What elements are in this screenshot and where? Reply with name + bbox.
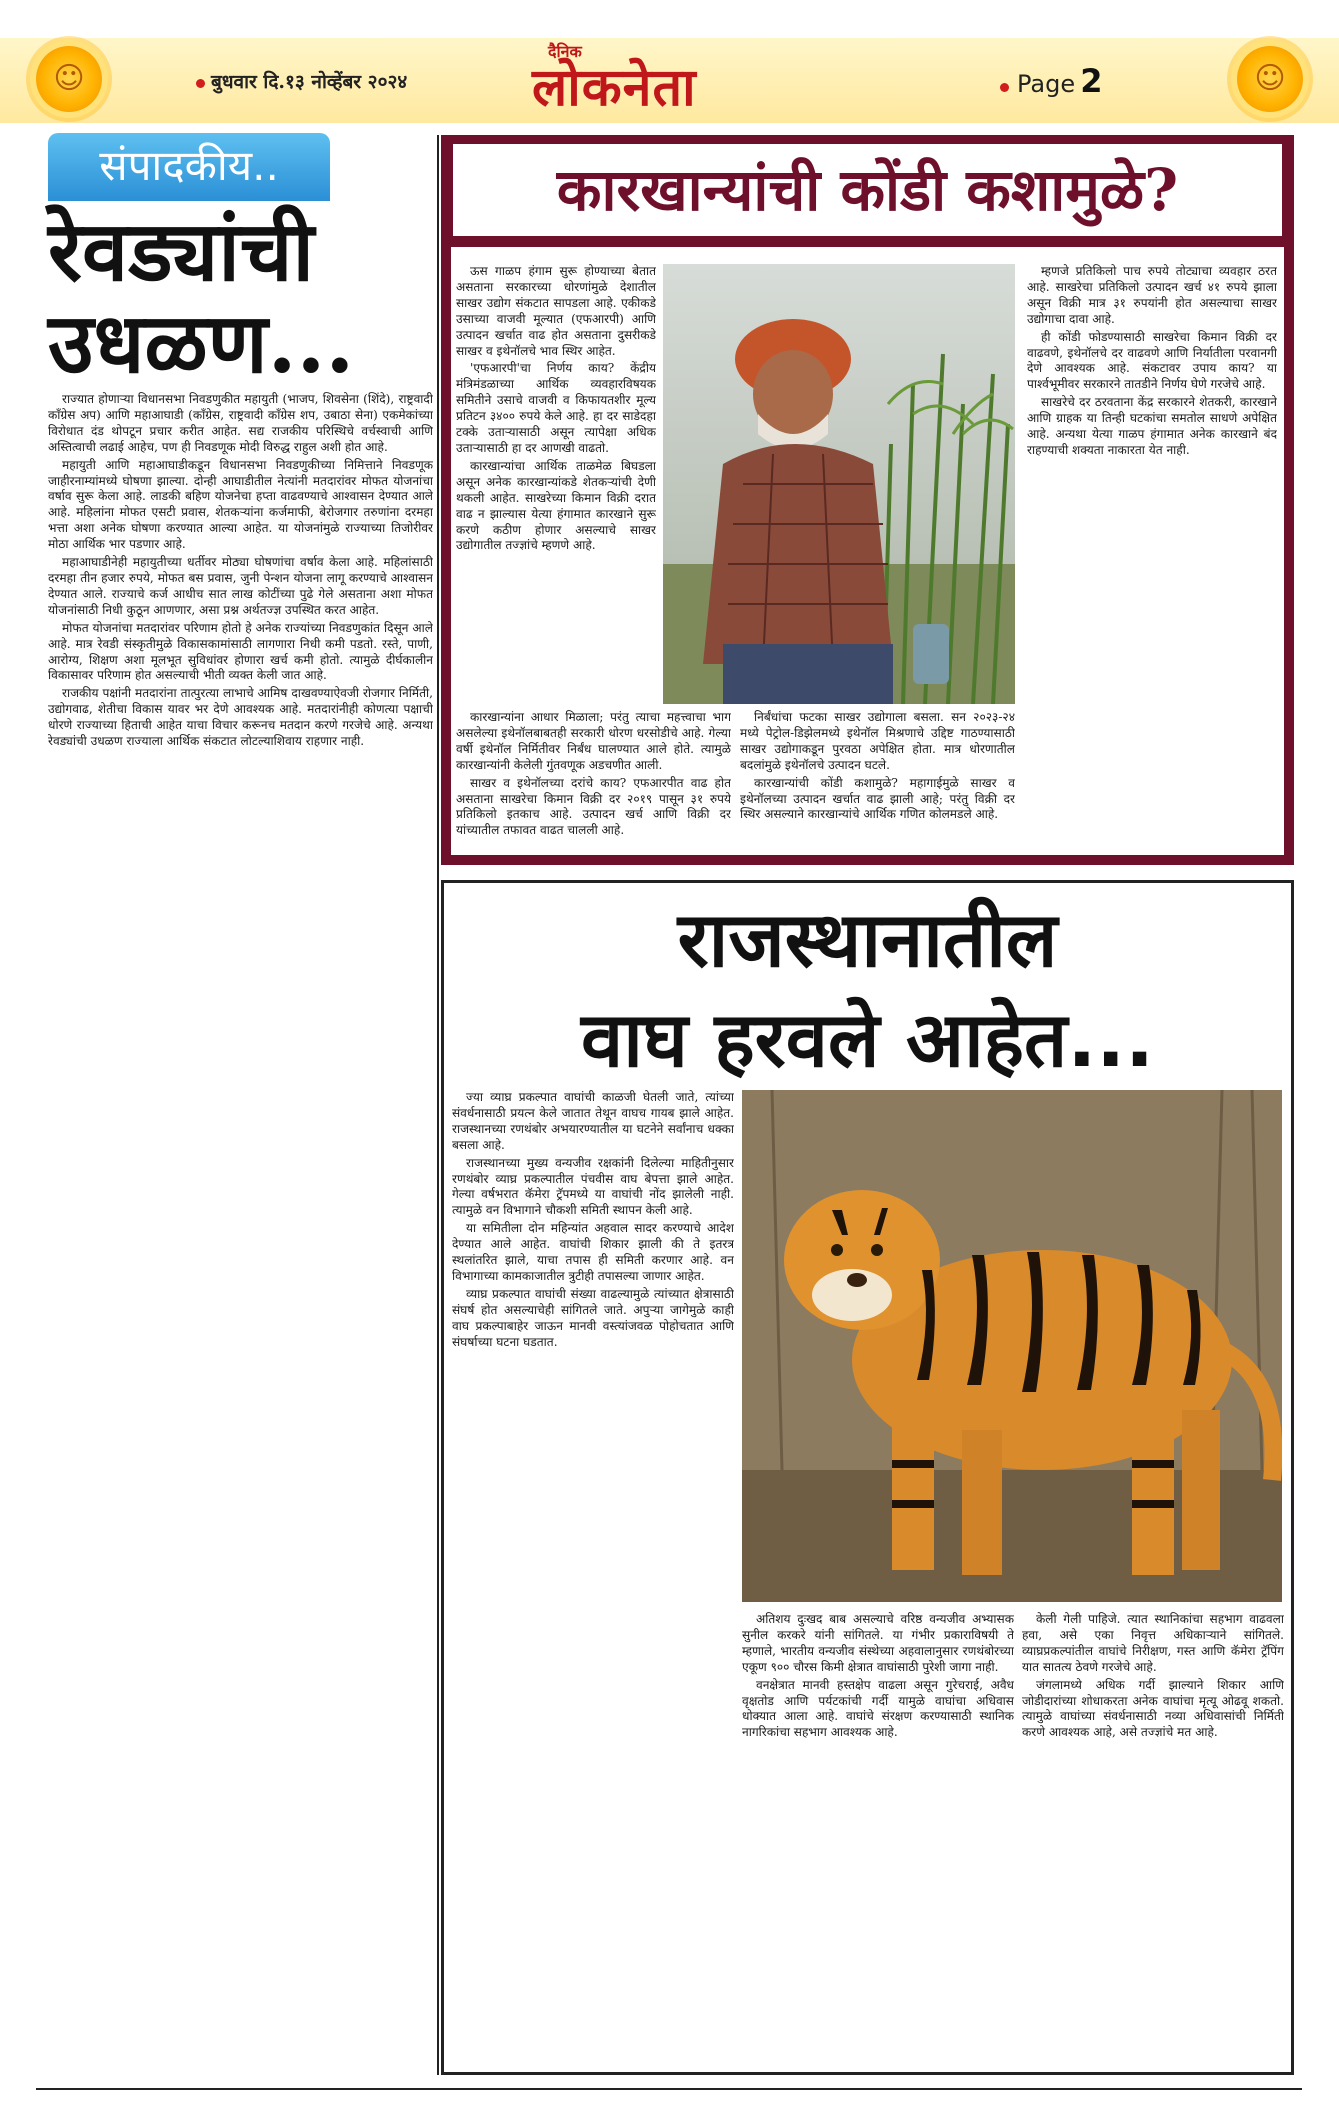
tiger-column-2 <box>742 1612 1014 2060</box>
factory-headline: कारखान्यांची कोंडी कशामुळे? <box>556 156 1179 224</box>
paragraph: राजकीय पक्षांनी मतदारांना तात्पुरत्या लाभाचे आमिष दाखवण्याऐवजी रोजगार निर्मिती, उद्योगवाढ, शेतीचा विकास यावर भर देणे आवश्यक आहे. मतदारांनीही कोणत्या पक्षाची धोरणे राज्याच्या हिताची आहेत याचा विचार करूनच मतदान करणे गरजेचे आहे. अन्यथा रेवड्यांची उधळण राज्याला आर्थिक संकटात लोटल्याशिवाय राहणार नाही. <box>48 686 433 749</box>
paragraph: महाआघाडीनेही महायुतीच्या धर्तीवर मोठ्या घोषणांचा वर्षाव केला आहे. महिलांसाठी दरमहा तीन हजार रुपये, मोफत बस प्रवास, जुनी पेन्शन योजना लागू करण्याचे आश्वासन देण्यात आले. राज्याचे कर्ज आधीच सात लाख कोटींच्या पुढे गेले असताना अशा मोफत योजनांसाठी निधी कुठून आणणार, असा प्रश्न अर्थतज्ज्ञ उपस्थित करत आहेत. <box>48 555 433 617</box>
paragraph: वनक्षेत्रात मानवी हस्तक्षेप वाढला असून गुरेचराई, अवैध वृक्षतोड आणि पर्यटकांची गर्दी यामुळे वाघांचा अधिवास धोक्यात आला आहे. वाघांचे संरक्षण करण्यासाठी स्थानिक नागरिकांचा सहभाग आवश्यक आहे. <box>742 1677 1014 1740</box>
issue-date: बुधवार दि.१३ नोव्हेंबर २०२४ <box>196 68 407 94</box>
sun-icon: ☺ <box>1237 46 1303 112</box>
tiger-headline: राजस्थानातील वाघ हरवले आहेत... <box>581 895 1154 1084</box>
paragraph: ज्या व्याघ्र प्रकल्पात वाघांची काळजी घेतली जाते, त्यांच्या संवर्धनासाठी प्रयत्न केले जातात तेथून वाघच गायब झाले आहेत. राजस्थानच्या रणथंबोर अभयारण्यातील या घटनेने सर्वांनाच धक्का बसला आहे. <box>452 1090 734 1152</box>
footer-rule <box>36 2088 1302 2090</box>
tiger-column-3 <box>1022 1612 1284 2060</box>
paragraph: निर्बंधांचा फटका साखर उद्योगाला बसला. सन २०२३-२४ मध्ये पेट्रोल-डिझेलमध्ये इथेनॉल मिश्रणाचे उद्दिष्ट गाठण्यासाठी साखर उद्योगाकडून पुरवठा अपेक्षित होता. मात्र धोरणातील बदलांमुळे इथेनॉलचे उत्पादन घटले. <box>740 710 1015 772</box>
paragraph: मोफत योजनांचा मतदारांवर परिणाम होतो हे अनेक राज्यांच्या निवडणुकांत दिसून आले आहे. मात्र रेवडी संस्कृतीमुळे विकासकामांसाठी लागणारा निधी कमी पडतो. रस्ते, पाणी, आरोग्य, शिक्षण अशा मूलभूत सुविधांवर होणारा खर्च कमी होतो. त्यामुळे दीर्घकालीन विकासावर परिणाम होत असल्याची भीती व्यक्त केली जात आहे. <box>48 620 433 683</box>
brand-logo: लोकनेता <box>532 57 697 118</box>
editorial-headline: रेवड्यांची उधळण... <box>48 202 355 392</box>
brand-prefix: दैनिक <box>548 42 582 61</box>
paragraph: जंगलामध्ये अधिक गर्दी झाल्याने शिकार आणि जोडीदारांच्या शोधाकरता अनेक वाघांचा मृत्यू ओढवू शकतो. त्यामुळे वाघांच्या संवर्धनासाठी नव्या अधिवासांची निर्मिती करणे आवश्यक आहे, असे तज्ज्ञांचे मत आहे. <box>1022 1677 1284 1740</box>
page-indicator: Page 2 <box>1000 62 1102 100</box>
paragraph: व्याघ्र प्रकल्पात वाघांची संख्या वाढल्यामुळे त्यांच्यात क्षेत्रासाठी संघर्ष होत असल्याचेही सांगितले जाते. अपुऱ्या जागेमुळे काही वाघ प्रकल्पाबाहेर जाऊन मानवी वस्त्यांजवळ पोहोचतात आणि संघर्षाच्या घटना घडतात. <box>452 1286 734 1349</box>
paragraph: अतिशय दुःखद बाब असल्याचे वरिष्ठ वन्यजीव अभ्यासक सुनील करकरे यांनी सांगितले. या गंभीर प्रकाराविषयी ते म्हणाले, भारतीय वन्यजीव संस्थेच्या अहवालानुसार रणथंबोरच्या एकूण ९०० चौरस किमी क्षेत्रात वाघांसाठी पुरेशी जागा नाही. <box>742 1612 1014 1674</box>
paragraph: महायुती आणि महाआघाडीकडून विधानसभा निवडणुकीच्या निमित्ताने निवडणूक जाहीरनाम्यांमध्ये घोषणा झाल्या. दोन्ही आघाडीतील नेत्यांनी मतदारांवर मोफत योजनांचा वर्षाव सुरू केला आहे. लाडकी बहिण योजनेचा हप्ता वाढवण्याचे आश्वासन देण्यात आले आहे. महिलांना मोफत एसटी प्रवास, शेतकऱ्यांना कर्जमाफी, बेरोजगार तरुणांना दरमहा भत्ता अशा अनेक घोषणा करण्यात आल्या आहेत. या योजनांमुळे राज्याच्या तिजोरीवर मोठा आर्थिक भार पडणार आहे. <box>48 457 433 552</box>
editorial-section-label: संपादकीय.. <box>99 141 279 190</box>
factory-column-1 <box>456 264 656 704</box>
bullet-icon <box>196 79 205 88</box>
tiger-photo <box>742 1090 1282 1602</box>
paragraph: कारखान्यांचा आर्थिक ताळमेळ बिघडला असून अनेक कारखान्यांकडे शेतकऱ्यांची देणी थकली आहेत. साखरेच्या किमान विक्री दरात वाढ न झाल्यास येत्या हंगामात कारखाने सुरू करणे कठीण होणार असल्याचे साखर उद्योगातील तज्ज्ञांचे म्हणणे आहे. <box>456 458 656 553</box>
paragraph: राजस्थानच्या मुख्य वन्यजीव रक्षकांनी दिलेल्या माहितीनुसार रणथंबोर व्याघ्र प्रकल्पातील पंचवीस वाघ बेपत्ता झाले आहेत. गेल्या वर्षभरात कॅमेरा ट्रॅपमध्ये या वाघांची नोंद झालेली नाही. त्यामुळे वन विभागाने चौकशी समिती स्थापन केली आहे. <box>452 1155 734 1218</box>
paragraph: केली गेली पाहिजे. त्यात स्थानिकांचा सहभाग वाढवला हवा, असे एका निवृत्त अधिकाऱ्याने सांगितले. व्याघ्रप्रकल्पांतील वाघांचे निरीक्षण, गस्त आणि कॅमेरा ट्रॅपिंग यात सातत्य ठेवणे गरजेचे आहे. <box>1022 1612 1284 1674</box>
paragraph: ऊस गाळप हंगाम सुरू होण्याच्या बेतात असताना सरकारच्या धोरणांमुळे देशातील साखर उद्योग संकटात सापडला आहे. एकीकडे उसाच्या वाजवी मूल्यात (एफआरपी) आणि उत्पादन खर्चात वाढ होत असताना दुसरीकडे साखर व इथेनॉलचे भाव स्थिर आहेत. <box>456 264 656 358</box>
paragraph: साखरेचे दर ठरवताना केंद्र सरकारने शेतकरी, कारखाने आणि ग्राहक या तिन्ही घटकांचा समतोल साधणे अपेक्षित आहे. अन्यथा येत्या गाळप हंगामात अनेक कारखाने बंद राहण्याची शक्यता नाकारता येत नाही. <box>1027 395 1277 457</box>
tiger-column-1 <box>452 1090 734 2060</box>
paragraph: म्हणजे प्रतिकिलो पाच रुपये तोट्याचा व्यवहार ठरत आहे. साखरेचा प्रतिकिलो उत्पादन खर्च ४१ रुपये झाला असून विक्री मात्र ३१ रुपयांनी होत असल्याचा साखर उद्योगाचा दावा आहे. <box>1027 264 1277 326</box>
paragraph: कारखान्यांना आधार मिळाला; परंतु त्याचा महत्त्वाचा भाग असलेल्या इथेनॉलबाबतही सरकारी धोरण धरसोडीचे आहे. गेल्या वर्षी इथेनॉल निर्मितीवर निर्बंध घालण्यात आले होते. त्यामुळे कारखान्यांनी केलेली गुंतवणूक अडचणीत आली. <box>456 710 731 772</box>
tiger-illustration <box>742 1090 1282 1602</box>
paragraph: या समितीला दोन महिन्यांत अहवाल सादर करण्याचे आदेश देण्यात आले आहेत. वाघांची शिकार झाली की ते इतरत्र स्थलांतरित झाले, याचा तपास ही समिती करणार आहे. वन विभागाच्या कामकाजातील त्रुटीही तपासल्या जाणार आहेत. <box>452 1221 734 1283</box>
paragraph: ही कोंडी फोडण्यासाठी साखरेचा किमान विक्री दर वाढवणे, इथेनॉलचे दर वाढवणे आणि निर्यातीला परवानगी देणे आवश्यक आहे. संकटावर उपाय काय? या पार्श्वभूमीवर सरकारने तातडीने निर्णय घेणे गरजेचे आहे. <box>1027 329 1277 392</box>
paragraph: राज्यात होणाऱ्या विधानसभा निवडणुकीत महायुती (भाजप, शिवसेना (शिंदे), राष्ट्रवादी काँग्रेस अप) आणि महाआघाडी (काँग्रेस, राष्ट्रवादी काँग्रेस शप, उबाठा सेना) एकमेकांच्या विरोधात दंड थोपटून प्रचार करीत आहेत. सद्य राजकीय परिस्थिचे वर्चस्वाची आणि अस्तित्वाची लढाई आहेच, पण ही निवडणूक मोदी विरुद्ध राहुल अशी होत आहे. <box>48 392 433 454</box>
paragraph: कारखान्यांची कोंडी कशामुळे? महागाईमुळे साखर व इथेनॉलच्या उत्पादन खर्चात वाढ झाली आहे; परंतु विक्री दर स्थिर असल्याने कारखान्यांचे आर्थिक गणित कोलमडले आहे. <box>740 775 1015 822</box>
factory-column-3 <box>740 710 1015 854</box>
factory-column-2 <box>456 710 731 854</box>
bullet-icon <box>1000 83 1009 92</box>
editorial-body <box>48 392 433 2060</box>
factory-column-4 <box>1027 264 1277 854</box>
farmer-illustration <box>663 264 1015 704</box>
column-divider <box>437 135 439 2075</box>
paragraph: साखर व इथेनॉलच्या दरांचे काय? एफआरपीत वाढ होत असताना साखरेचा किमान विक्री दर २०१९ पासून ३१ रुपये प्रतिकिलो इतकाच आहे. उत्पादन खर्च आणि विक्री दर यांच्यातील तफावत वाढत चालली आहे. <box>456 775 731 838</box>
farmer-sugarcane-photo <box>663 264 1015 704</box>
sun-icon: ☺ <box>36 46 102 112</box>
paragraph: 'एफआरपी'चा निर्णय काय? केंद्रीय मंत्रिमंडळाच्या आर्थिक व्यवहारविषयक समितीने उसाचे वाजवी व किफायतशीर मूल्य प्रतिटन ३४०० रुपये केले आहे. हा दर साडेदहा टक्के उताऱ्यासाठी असून त्यापेक्षा अधिक उताऱ्यासाठी हा दर आणखी वाढतो. <box>456 361 656 455</box>
